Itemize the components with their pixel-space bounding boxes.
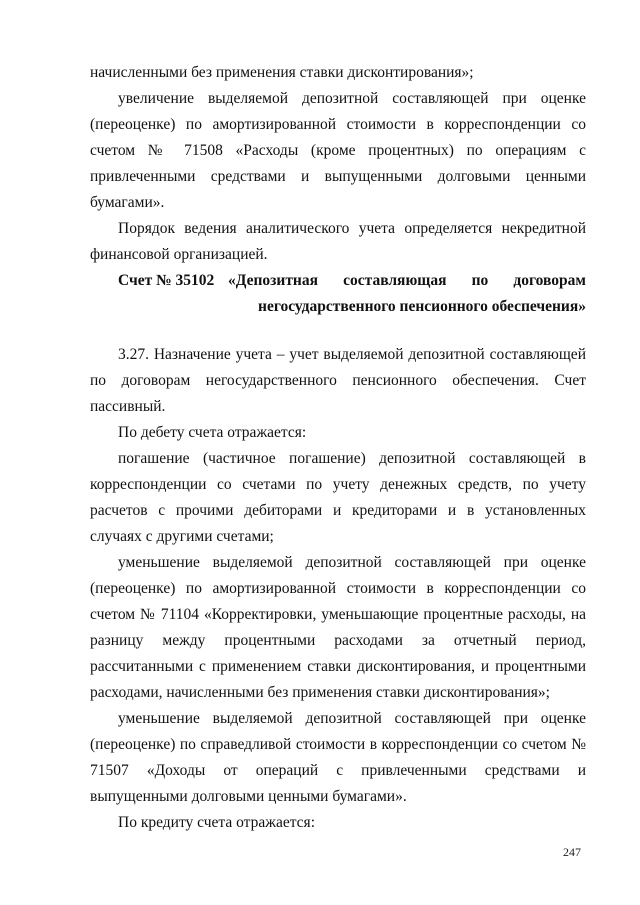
paragraph-credit-header: По кредиту счета отражается: (118, 814, 315, 831)
paragraph-purpose: 3.27. Назначение учета – учет выделяемой депозитной составляющей по договорам негосударственного пенсионного обеспечения. Счет пассивный. (90, 346, 586, 415)
heading-title-line1: «Депозитная составляющая по договорам (228, 272, 586, 289)
paragraph-decrease-amortized: уменьшение выделяемой депозитной составляющей при оценке (переоценке) по амортизированной стоимости в корреспонденции со счетом № 71104 «Корректировки, уменьшающие процентные расходы, на разницу между процентными расходами за отчетный период, рассчитанными с применением ставки дисконтирования, и процентными расходами, начисленными без применения ставки дисконтирования»; (90, 554, 586, 701)
paragraph-debit-header: По дебету счета отражается: (118, 424, 307, 441)
body-text-block (90, 342, 586, 836)
paragraph-increase: увеличение выделяемой депозитной составляющей при оценке (переоценке) по амортизированной стоимости в корреспонденции со счетом № 71508 «Расходы (кроме процентных) по операциям с привлеченными средствами и выпущенными долговыми ценными бумагами». (90, 90, 586, 211)
top-text-block (90, 60, 586, 268)
heading-account: Счет № 35102 (118, 272, 215, 289)
paragraph-analytics: Порядок ведения аналитического учета определяется некредитной финансовой организацией. (90, 220, 586, 263)
paragraph-decrease-fair-value: уменьшение выделяемой депозитной составляющей при оценке (переоценке) по справедливой стоимости в корреспонденции со счетом № 71507 «Доходы от операций с привлеченными средствами и выпущенными долговыми ценными бумагами». (90, 710, 586, 805)
heading-title-line2: негосударственного пенсионного обеспечения» (258, 298, 586, 315)
paragraph-continuation: начисленными без применения ставки дисконтирования»; (90, 64, 474, 81)
paragraph-repayment: погашение (частичное погашение) депозитной составляющей в корреспонденции со счетами по учету денежных средств, по учету расчетов с прочими дебиторами и кредиторами и в установленных случаях с другими счетами; (90, 450, 586, 545)
page-number: 247 (563, 845, 581, 859)
